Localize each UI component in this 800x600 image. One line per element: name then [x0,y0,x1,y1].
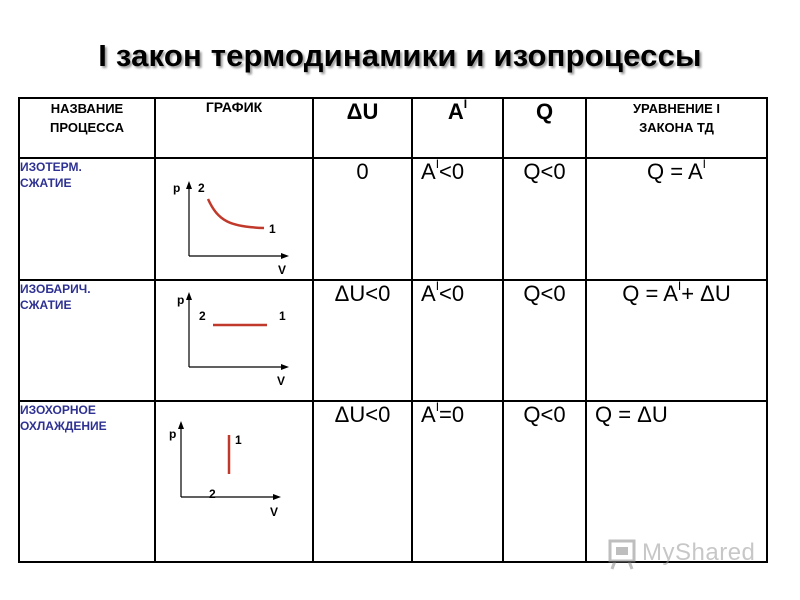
isoprocess-table [18,97,768,563]
process-name-line1: ИЗОХОРНОЕ [20,403,96,418]
v-label: V [270,505,279,520]
isobar-graph [156,281,314,402]
header-graph: ГРАФИК [155,98,313,158]
eq-pre: Q = ΔU [595,402,668,428]
graph-cell [155,401,313,562]
header-eq-line1: УРАВНЕНИЕ I [632,101,721,116]
work-rest: <0 [439,280,465,306]
point-1-label: 1 [279,308,286,323]
work-value [412,280,503,402]
process-name-line1: ИЗОБАРИЧ. [20,281,91,296]
process-name-line2: СЖАТИЕ [20,297,72,312]
work-rest: =0 [439,402,465,428]
work-sup: I [435,157,440,172]
work-value [412,401,503,562]
process-name-line1: ИЗОТЕРМ. [20,160,82,175]
p-label: p [169,427,177,442]
delta-u-value: ΔU<0 [313,401,412,562]
header-equation [586,98,767,158]
eq-post: + ΔU [681,280,731,306]
heat-value: Q<0 [503,401,586,562]
point-2-label: 2 [199,308,206,323]
p-arrow-icon [178,421,184,429]
work-base: A [421,280,436,306]
table-row [19,280,767,402]
equation-value [586,158,767,280]
watermark-text: MyShared [642,539,756,566]
p-label: p [173,181,181,196]
process-name [19,280,155,402]
v-label: V [277,373,286,388]
header-work-base: A [447,99,464,124]
point-2-label: 2 [198,181,205,196]
eq-pre: Q = A [622,280,678,306]
v-arrow-icon [281,364,289,370]
delta-u-value: ΔU<0 [313,280,412,402]
process-name [19,401,155,562]
v-label: V [278,263,287,278]
v-arrow-icon [281,253,289,259]
isochore-graph [156,402,314,562]
v-arrow-icon [273,494,281,500]
header-name-line1: НАЗВАНИЕ [50,101,124,116]
eq-sup: I [677,278,682,293]
header-name-line2: ПРОЦЕССА [50,120,124,135]
header-delta-u: ΔU [313,98,412,158]
p-arrow-icon [186,181,192,189]
eq-pre: Q = A [647,159,703,185]
isotherm-curve [208,199,264,228]
process-name-line2: СЖАТИЕ [20,176,72,191]
isotherm-graph [156,159,314,280]
header-work-sup: I [463,97,468,111]
graph-cell [155,280,313,402]
watermark [606,535,776,575]
delta-u-value: 0 [313,158,412,280]
process-name [19,158,155,280]
page-title: I закон термодинамики и изопроцессы [98,38,702,73]
heat-value: Q<0 [503,158,586,280]
work-rest: <0 [439,159,465,185]
work-base: A [421,159,436,185]
point-2-label: 2 [209,487,216,502]
point-1-label: 1 [269,222,276,237]
p-label: p [177,292,185,307]
work-base: A [421,402,436,428]
table-row [19,158,767,280]
graph-cell [155,158,313,280]
header-work [412,98,503,158]
point-1-label: 1 [235,433,242,448]
work-value [412,158,503,280]
heat-value: Q<0 [503,280,586,402]
p-arrow-icon [186,292,192,300]
header-row [19,98,767,158]
header-heat: Q [503,98,586,158]
header-process-name [19,98,155,158]
header-eq-line2: ЗАКОНА ТД [639,120,714,135]
eq-sup: I [702,157,706,172]
process-name-line2: ОХЛАЖДЕНИЕ [20,419,107,434]
work-sup: I [435,278,440,293]
equation-value [586,280,767,402]
watermark-logo-icon [606,537,640,571]
work-sup: I [435,400,440,415]
